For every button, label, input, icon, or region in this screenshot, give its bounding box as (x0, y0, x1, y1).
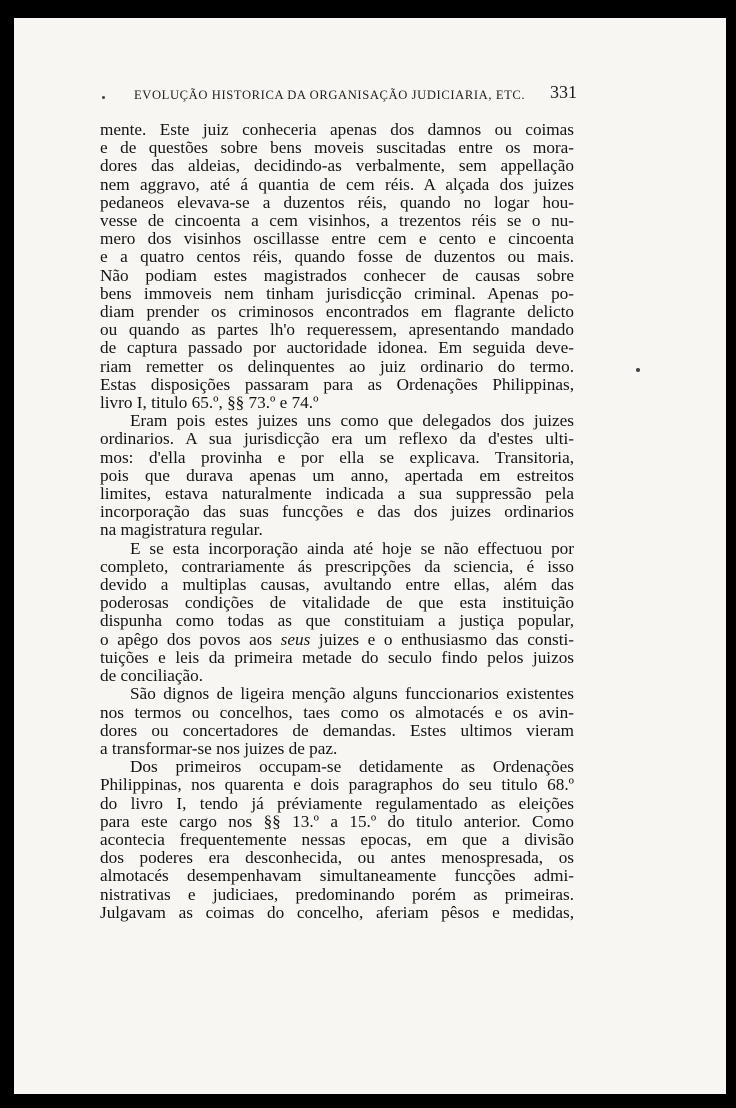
text-line: riam remetter os delinquentes ao juiz ordinario do termo. (100, 356, 574, 376)
paragraph (100, 540, 574, 686)
text-line: almotacés desempenhavam simultaneamente funcções admi- (100, 866, 574, 886)
text-line: ordinarios. A sua jurisdicção era um reflexo da d'estes ulti- (100, 429, 574, 449)
text-line: vesse de cincoenta a cem visinhos, a trezentos réis se o nu- (100, 211, 574, 231)
text-line: limites, estava naturalmente indicada a sua suppressão pela (100, 484, 574, 504)
text-line: poderosas condições de vitalidade de que esta instituição (100, 593, 574, 613)
text-line: Não podiam estes magistrados conhecer de causas sobre (100, 265, 574, 285)
text-line (100, 631, 574, 649)
text-line: de captura passado por auctoridade idonea. Em seguida deve- (100, 338, 574, 358)
text-line: incorporação das suas funcções e das dos juizes ordinarios (100, 502, 574, 522)
text-fragment: juizes e o enthusiasmo das consti- (318, 629, 575, 649)
page-body (100, 121, 574, 922)
text-line: dos poderes era desconhecida, ou antes menospresada, os (100, 848, 574, 868)
text-line: Eram pois estes juizes uns como que delegados dos juizes (130, 411, 574, 431)
page-number: 331 (550, 82, 577, 102)
text-fragment: o apêgo dos povos aos (100, 629, 273, 649)
text-line: nistrativas e judiciaes, predominando porém as primeiras. (100, 884, 574, 904)
text-line: para este cargo nos §§ 13.º a 15.º do titulo anterior. Como (100, 811, 574, 831)
text-line: de conciliação. (100, 666, 204, 686)
paragraph (100, 685, 574, 758)
text-line: devido a multiplas causas, avultando entre ellas, além das (100, 575, 574, 595)
text-line: acontecia frequentemente nessas epocas, em que a divisão (100, 829, 574, 849)
text-line: dores das aldeias, decidindo-as verbalmente, sem appellação (100, 156, 574, 176)
text-line: na magistratura regular. (100, 520, 263, 540)
text-line: Dos primeiros occupam-se detidamente as Ordenações (130, 757, 574, 777)
text-line: pois que durava apenas um anno, apertada em estreitos (100, 465, 574, 485)
book-page (14, 18, 726, 1094)
running-header: EVOLUÇÃO HISTORICA DA ORGANISAÇÃO JUDICIARIA, ETC. (134, 88, 526, 102)
text-line: do livro I, tendo já préviamente regulamentado as eleições (100, 793, 574, 813)
text-line: e a quatro centos réis, quando fosse de duzentos ou mais. (100, 247, 574, 267)
paragraph (100, 412, 574, 539)
text-line: Estas disposições passaram para as Ordenações Philippinas, (100, 374, 574, 394)
text-line: tuições e leis da primeira metade do seculo findo pelos juizos (100, 647, 574, 667)
text-line: nem aggravo, até á quantia de cem réis. A alçada dos juizes (100, 174, 574, 194)
text-line: a transformar-se nos juizes de paz. (100, 738, 338, 758)
text-line: diam prender os criminosos encontrados em flagrante delicto (100, 302, 574, 322)
text-line: livro I, titulo 65.º, §§ 73.º e 74.º (100, 393, 319, 413)
paragraph (100, 758, 574, 922)
speck-mark (102, 96, 105, 99)
text-line: bens immoveis nem tinham jurisdicção criminal. Apenas po- (100, 283, 574, 303)
text-line: completo, contrariamente ás prescripções da sciencia, é isso (100, 556, 574, 576)
text-line: Julgavam as coimas do concelho, aferiam pêsos e medidas, (100, 902, 574, 922)
text-line: dores ou concertadores de demandas. Estes ultimos vieram (100, 720, 574, 740)
text-line: pedaneos elevava-se a duzentos réis, quando no logar hou- (100, 192, 574, 212)
speck-mark (636, 368, 640, 372)
text-line: Philippinas, nos quarenta e dois paragraphos do seu titulo 68.º (100, 775, 574, 795)
text-line: e de questões sobre bens moveis suscitadas entre os mora- (100, 138, 574, 158)
paragraph (100, 121, 574, 412)
italic-word: seus (280, 629, 311, 649)
text-line: E se esta incorporação ainda até hoje se não effectuou por (130, 538, 574, 558)
text-line: mos: d'ella provinha e por ella se explicava. Transitoria, (100, 447, 574, 467)
text-line: mero dos visinhos oscillasse entre cem e cento e cincoenta (100, 229, 574, 249)
text-line: São dignos de ligeira menção alguns funccionarios existentes (130, 684, 574, 704)
text-line: nos termos ou concelhos, taes como os almotacés e os avin- (100, 702, 574, 722)
text-line: ou quando as partes lh'o requeressem, apresentando mandado (100, 320, 574, 340)
text-line: dispunha como todas as que constituiam a justiça popular, (100, 611, 574, 631)
text-line: mente. Este juiz conheceria apenas dos damnos ou coimas (100, 120, 574, 139)
